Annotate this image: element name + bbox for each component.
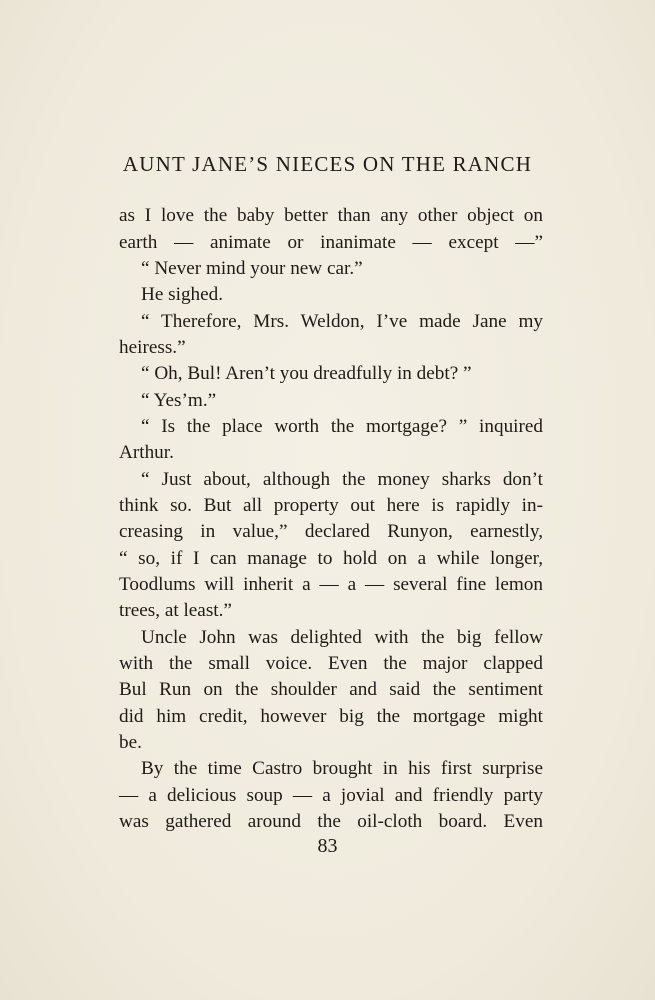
text-line: creasing in value,” declared Runyon, earnestly, — [119, 521, 543, 542]
text-line: “ Yes’m.” — [141, 390, 217, 411]
text-line: be. — [119, 732, 142, 753]
text-line: “ Therefore, Mrs. Weldon, I’ve made Jane my — [141, 311, 543, 332]
text-line: earth — animate or inanimate — except —” — [119, 232, 543, 253]
text-line: did him credit, however big the mortgage might — [119, 706, 543, 727]
text-line: He sighed. — [141, 284, 224, 305]
text-line: Toodlums will inherit a — a — several fine lemon — [119, 574, 543, 595]
text-line: “ Oh, Bul! Aren’t you dreadfully in debt? ” — [141, 363, 472, 384]
page-number: 83 — [317, 835, 338, 857]
text-line: — a delicious soup — a jovial and friendly party — [119, 785, 543, 806]
text-line: think so. But all property out here is rapidly in- — [119, 495, 543, 516]
text-line: Uncle John was delighted with the big fellow — [141, 627, 543, 648]
text-line: was gathered around the oil-cloth board. Even — [119, 811, 543, 832]
text-line: heiress.” — [119, 337, 186, 358]
running-head: AUNT JANE’S NIECES ON THE RANCH — [122, 152, 533, 176]
text-line: trees, at least.” — [119, 600, 232, 621]
text-line: “ Never mind your new car.” — [141, 258, 363, 279]
text-line: with the small voice. Even the major clapped — [119, 653, 543, 674]
text-line: By the time Castro brought in his first surprise — [141, 758, 543, 779]
text-line: Arthur. — [119, 442, 174, 463]
text-line: as I love the baby better than any other object on — [119, 205, 543, 226]
text-line: Bul Run on the shoulder and said the sentiment — [119, 679, 543, 700]
text-line: “ Just about, although the money sharks don’t — [141, 469, 543, 490]
text-line: “ so, if I can manage to hold on a while longer, — [119, 548, 543, 569]
text-line: “ Is the place worth the mortgage? ” inquired — [141, 416, 543, 437]
